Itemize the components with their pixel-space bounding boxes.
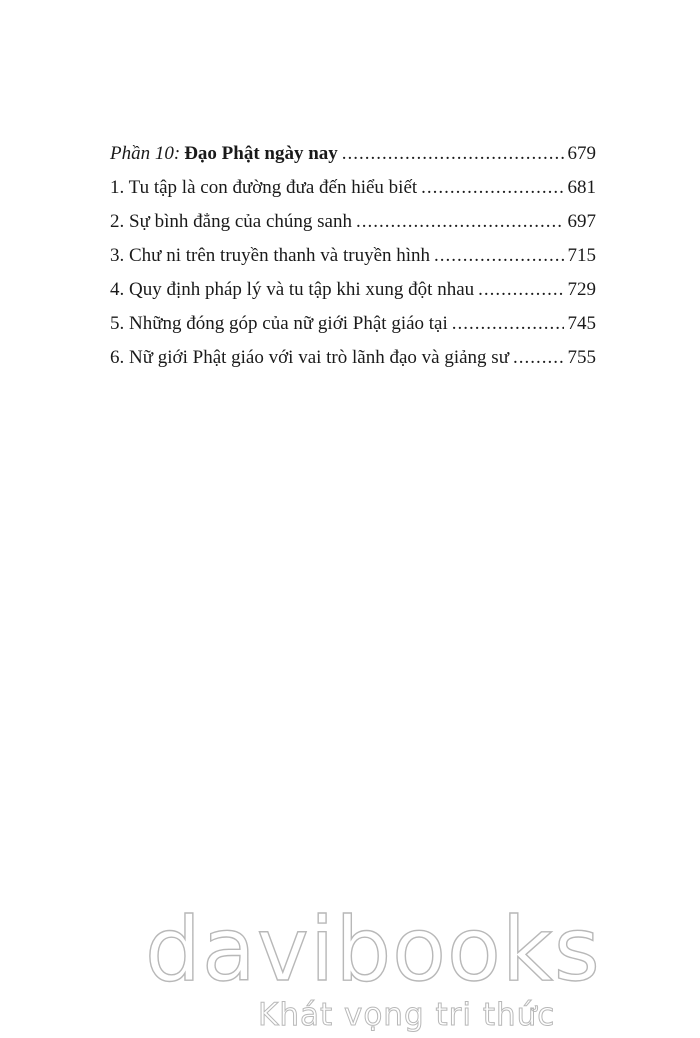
toc-entry [110, 341, 596, 375]
toc-entry-title: 6. Nữ giới Phật giáo với vai trò lãnh đạo và giảng sư [110, 347, 509, 368]
toc-page-number: 729 [567, 279, 596, 300]
toc-entry [110, 171, 596, 205]
toc-dot-leader [513, 341, 564, 375]
toc-entry-title: 4. Quy định pháp lý và tu tập khi xung đột nhau [110, 279, 475, 300]
toc-part-title: Đạo Phật ngày nay [184, 143, 338, 164]
toc-dot-leader [421, 171, 563, 205]
toc-part-heading [110, 137, 596, 171]
toc-dot-leader [478, 273, 563, 307]
toc-dot-leader [342, 137, 564, 171]
toc-dot-leader [434, 239, 563, 273]
toc-entry-title: 2. Sự bình đẳng của chúng sanh [110, 211, 352, 232]
toc-page-number: 679 [567, 143, 596, 164]
toc-page-number: 755 [567, 347, 596, 368]
toc-entry [110, 307, 596, 341]
toc-entry [110, 239, 596, 273]
toc-entry-title: 3. Chư ni trên truyền thanh và truyền hình [110, 245, 431, 266]
toc-part-prefix: Phần 10: [110, 143, 181, 164]
table-of-contents [110, 137, 596, 375]
toc-entry [110, 273, 596, 307]
watermark-brand: davibooks [145, 898, 601, 1001]
toc-dot-leader [356, 205, 564, 239]
toc-page-number: 697 [567, 211, 596, 232]
toc-entry-title: 1. Tu tập là con đường đưa đến hiểu biết [110, 177, 418, 198]
toc-page-number: 745 [567, 313, 596, 334]
toc-page-number: 715 [567, 245, 596, 266]
toc-page-number: 681 [567, 177, 596, 198]
watermark [0, 898, 700, 1038]
toc-part-label [110, 137, 338, 171]
watermark-tagline: Khát vọng tri thức [258, 997, 556, 1033]
toc-entry [110, 205, 596, 239]
toc-dot-leader [452, 307, 564, 341]
toc-entry-title: 5. Những đóng góp của nữ giới Phật giáo tại [110, 313, 448, 334]
